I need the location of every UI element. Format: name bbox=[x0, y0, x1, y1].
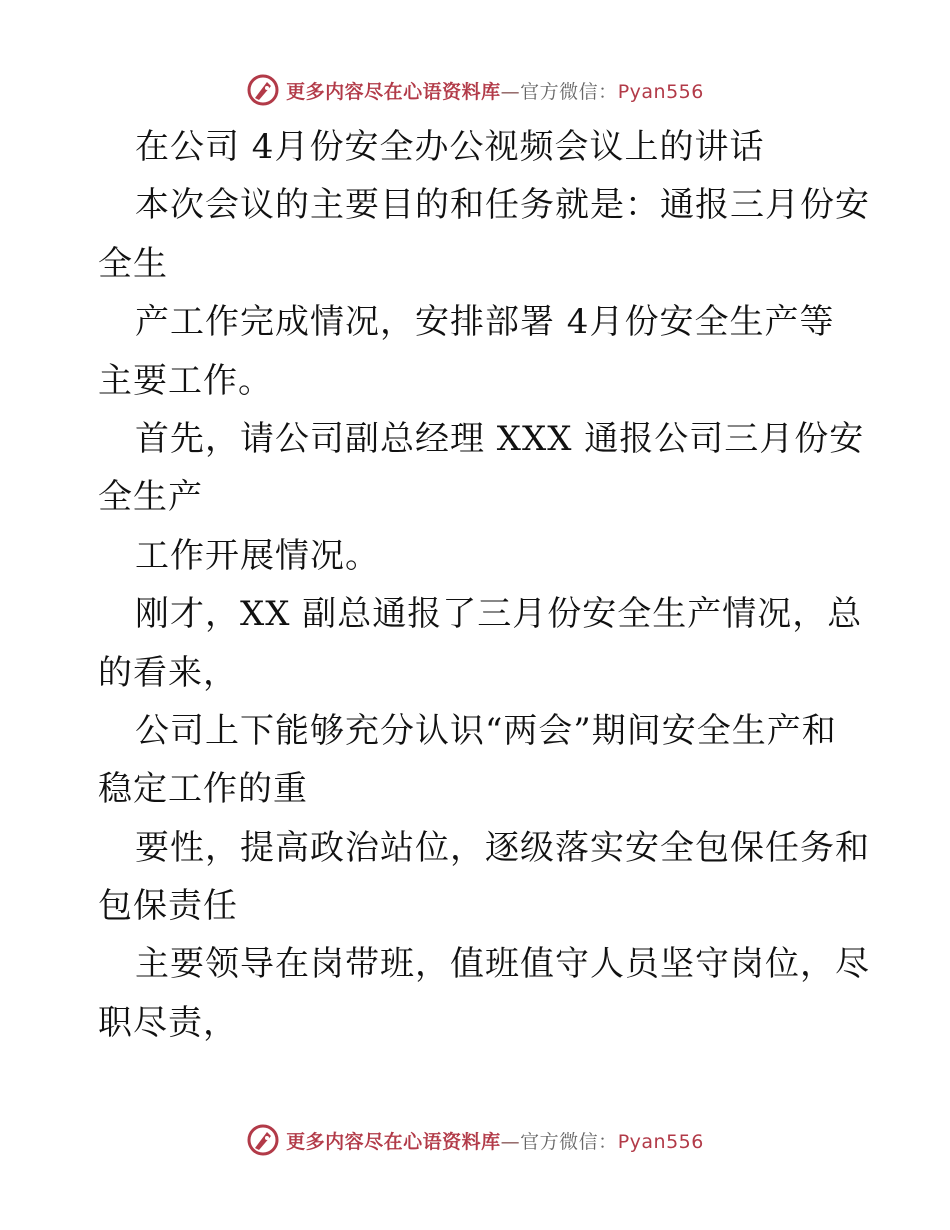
text-line: 稳定工作的重 bbox=[98, 769, 308, 810]
text-line: 公司上下能够充分认识“两会”期间安全生产和 bbox=[135, 710, 837, 751]
text-line: 主要领导在岗带班，值班值守人员坚守岗位，尽 bbox=[135, 944, 870, 985]
banner-text bbox=[286, 1127, 704, 1154]
footer-banner bbox=[0, 1120, 950, 1160]
banner-dash: — bbox=[500, 1130, 521, 1153]
document-body bbox=[98, 118, 870, 1052]
text-line: 全生 bbox=[98, 243, 168, 284]
banner-text bbox=[286, 77, 704, 104]
banner-main-text: 更多内容尽在心语资料库 bbox=[286, 80, 501, 103]
text-line: 的看来， bbox=[98, 652, 238, 693]
banner-main-text: 更多内容尽在心语资料库 bbox=[286, 1130, 501, 1153]
pen-nib-circle-icon bbox=[246, 73, 280, 107]
text-line: 职尽责， bbox=[98, 1002, 238, 1043]
header-banner bbox=[0, 70, 950, 110]
text-line: 工作开展情况。 bbox=[135, 535, 380, 576]
pen-nib-circle-icon bbox=[246, 1123, 280, 1157]
text-line: 要性，提高政治站位，逐级落实安全包保任务和 bbox=[135, 827, 870, 868]
text-line: 产工作完成情况，安排部署 4月份安全生产等 bbox=[135, 302, 835, 343]
text-line: 刚才，XX 副总通报了三月份安全生产情况，总 bbox=[135, 594, 863, 635]
banner-wechat-id: Pyan556 bbox=[617, 80, 704, 103]
banner-dash: — bbox=[500, 80, 521, 103]
text-line: 本次会议的主要目的和任务就是：通报三月份安 bbox=[135, 185, 870, 226]
banner-wechat-label: 官方微信： bbox=[520, 80, 618, 103]
text-line: 全生产 bbox=[98, 477, 203, 518]
banner-wechat-id: Pyan556 bbox=[617, 1130, 704, 1153]
text-line: 首先，请公司副总经理 XXX 通报公司三月份安 bbox=[135, 418, 865, 459]
text-line: 在公司 4月份安全办公视频会议上的讲话 bbox=[135, 127, 765, 167]
text-line: 包保责任 bbox=[98, 886, 238, 927]
text-line: 主要工作。 bbox=[98, 360, 273, 401]
banner-wechat-label: 官方微信： bbox=[520, 1130, 618, 1153]
